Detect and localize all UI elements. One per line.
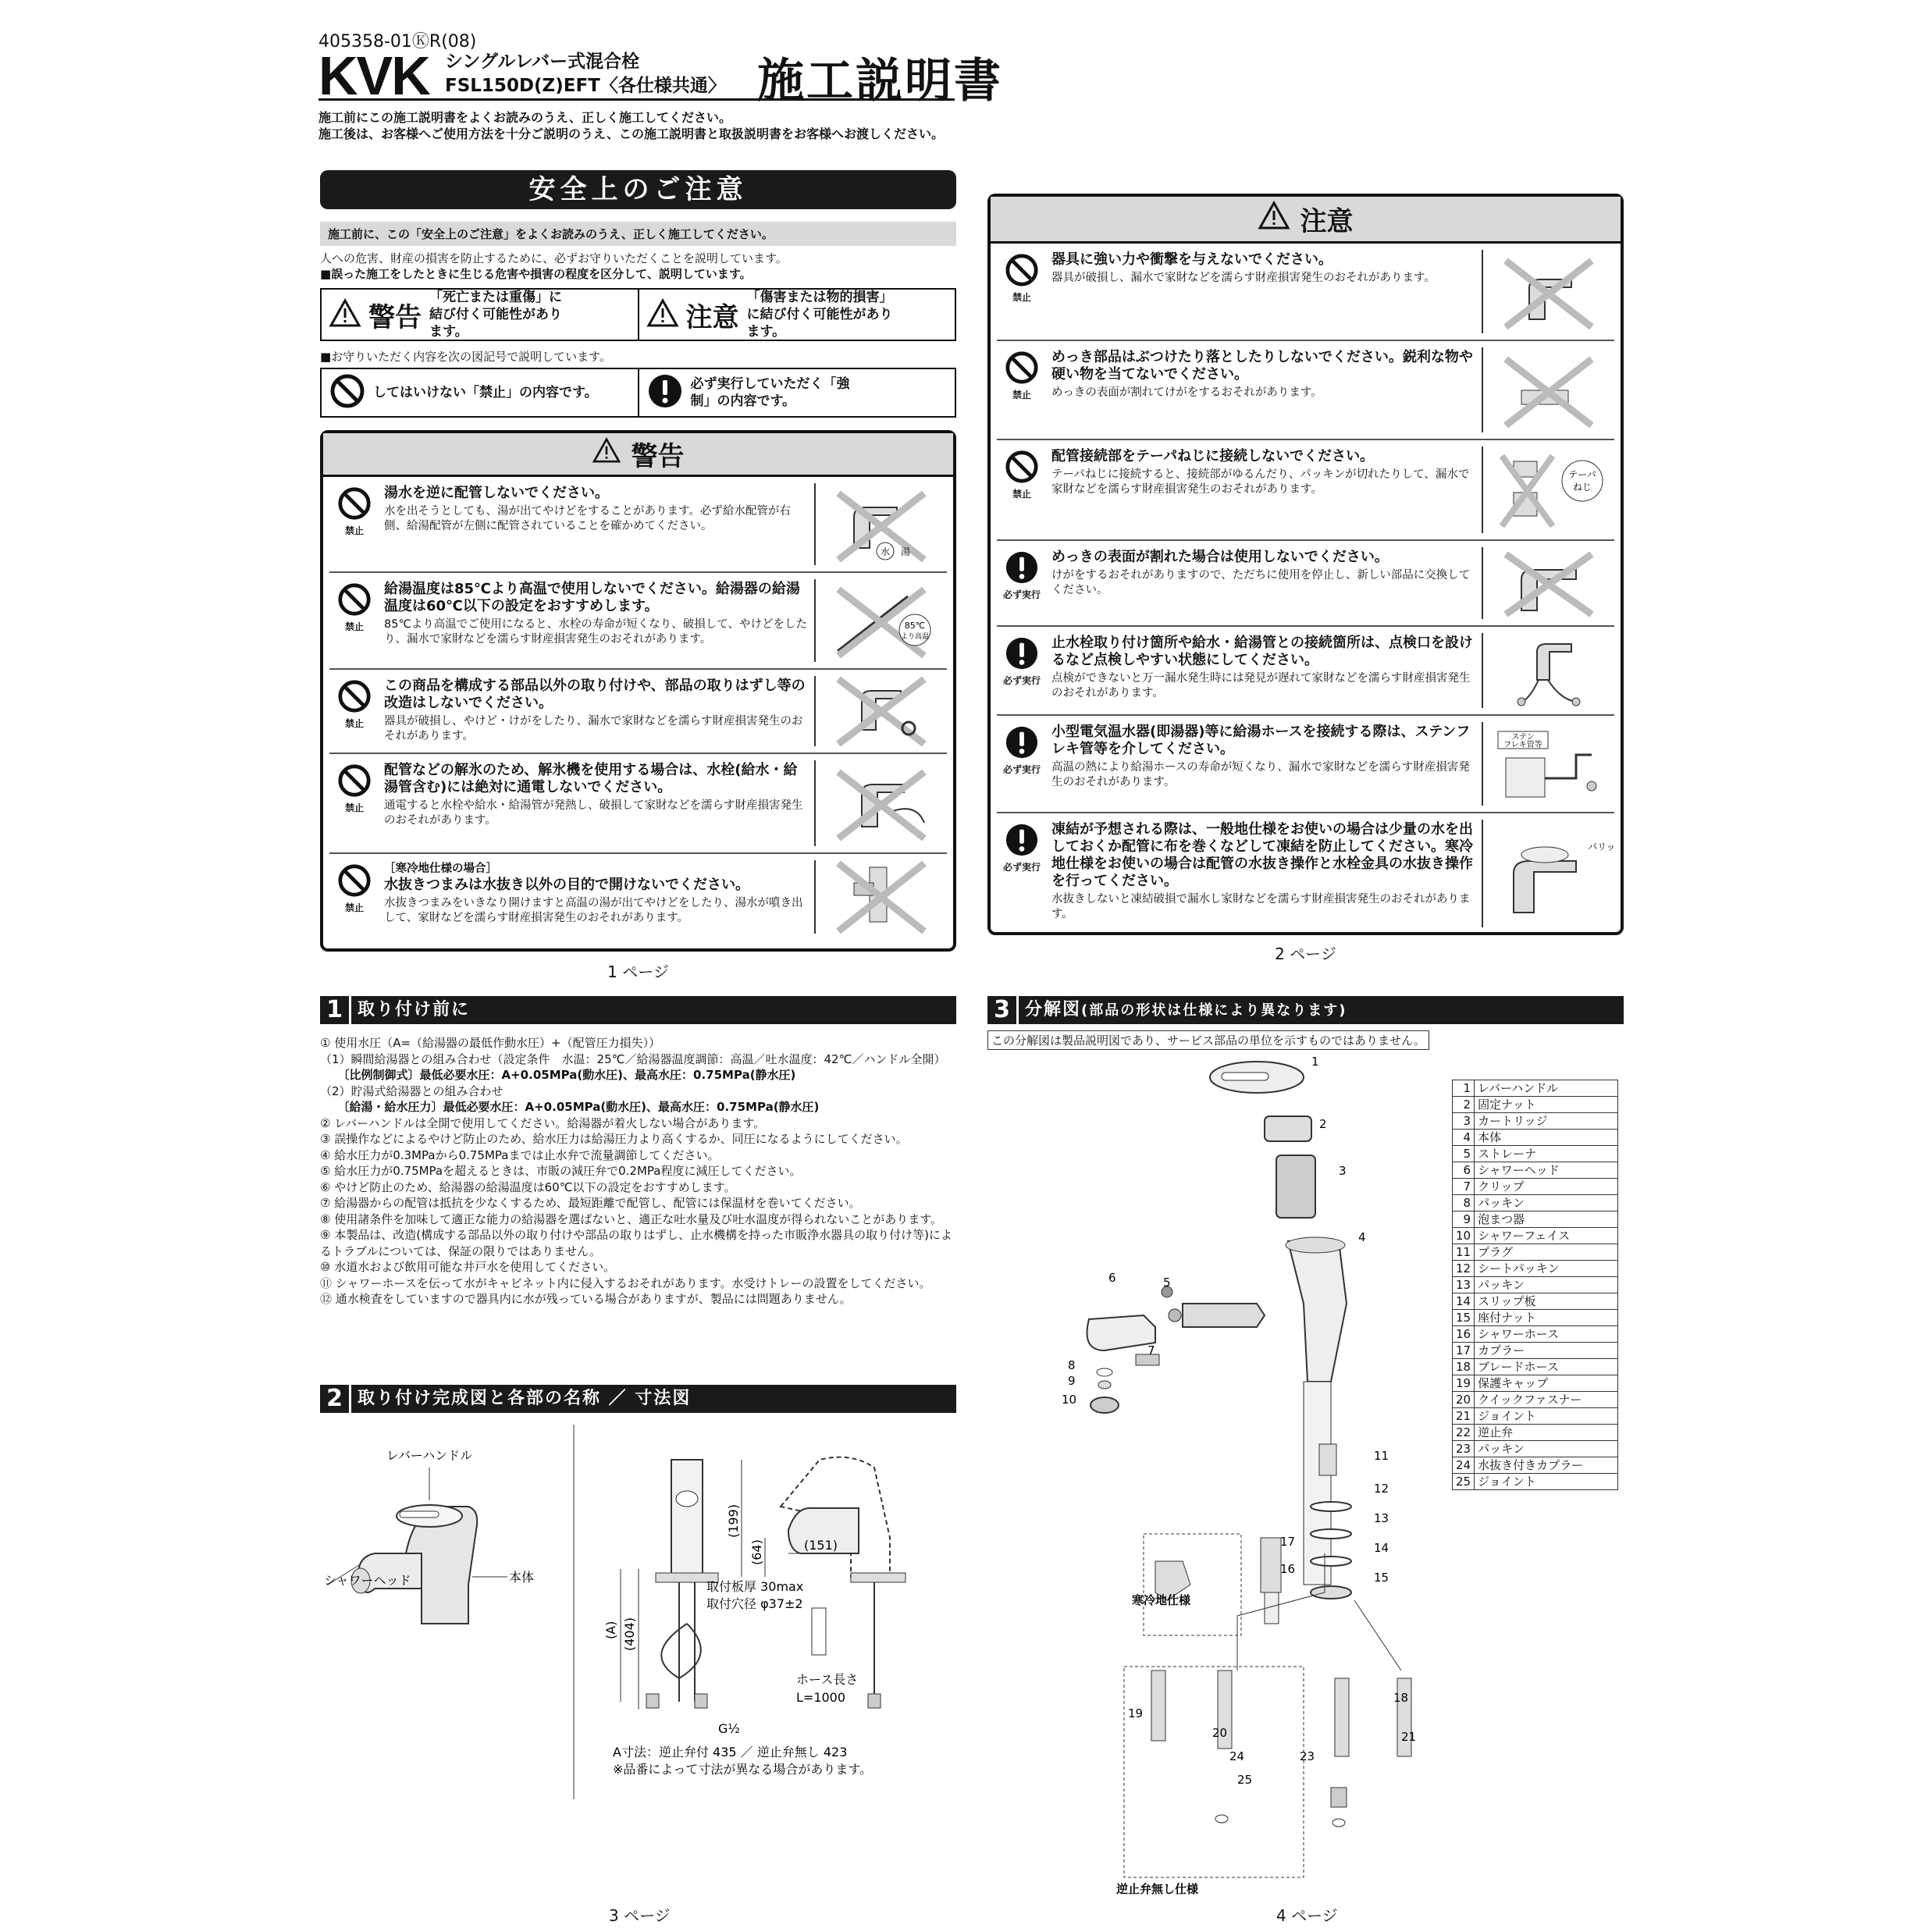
part-name: 保護キャップ: [1475, 1375, 1618, 1392]
part-name: ジョイント: [1475, 1474, 1618, 1490]
section-1-item: 〔給湯・給水圧力〕最低必要水圧：A+0.05MPa(動水圧)、最高水圧：0.75MPa(静水圧): [320, 1100, 820, 1114]
must-legend: [638, 369, 955, 416]
parts-row: [1453, 1097, 1618, 1113]
section-1-item: ③ 誤操作などによるやけど防止のため、給水圧力は給湯圧力より高くするか、同圧になるようにしてください。: [320, 1132, 908, 1146]
parts-row: [1453, 1113, 1618, 1130]
part-number: 2: [1453, 1097, 1475, 1113]
section-1-item: ⑨ 本製品は、改造(構成する部品以外の取り付けや部品の取りはずし、止水機構を持った市販浄水器具の取り付け等)によるトラブルについては、保証の限りではありません。: [320, 1228, 952, 1258]
svg-text:パリッ: パリッ: [1588, 841, 1616, 852]
prohibit-icon: 禁止: [329, 754, 379, 852]
dim-404: (404): [622, 1617, 637, 1651]
safety-grey-note: 施工前に、この「安全上のご注意」をよくお読みのうえ、正しく施工してください。: [320, 222, 956, 246]
caution-row-desc: 水抜きしないと凍結破損で漏水し家財などを濡らす財産損害発生のおそれがあります。: [1051, 893, 1471, 920]
part-number: 7: [1453, 1179, 1475, 1195]
caution-row-title: 配管接続部をテーパねじに接続しないでください。: [1051, 448, 1375, 464]
part-name: シャワーヘッド: [1475, 1162, 1618, 1179]
part-name: クイックファスナー: [1475, 1392, 1618, 1408]
section-3-title: 分解図: [1025, 1000, 1082, 1019]
part-name: カートリッジ: [1475, 1113, 1618, 1130]
caution-row-desc: めっきの表面が割れてけがをするおそれがあります。: [1051, 386, 1322, 399]
callout-number: 19: [1128, 1706, 1144, 1720]
callout-number: 17: [1280, 1535, 1296, 1549]
cold-region-label: 寒冷地仕様: [1132, 1593, 1191, 1607]
callout-number: 14: [1374, 1541, 1389, 1555]
part-number: 9: [1453, 1212, 1475, 1228]
dim-151: (151): [804, 1538, 838, 1553]
caution-row-title: めっき部品はぶつけたり落としたりしないでください。鋭利な物や硬い物を当てないでください。: [1051, 349, 1473, 382]
warning-row-2: [329, 573, 947, 670]
inspection-port-illustration: [1482, 633, 1614, 708]
callout-number: 12: [1374, 1482, 1389, 1496]
caution-row-7: [997, 813, 1614, 934]
parts-row: [1453, 1293, 1618, 1310]
caution-row-title: めっきの表面が割れた場合は使用しないでください。: [1051, 549, 1389, 565]
part-number: 13: [1453, 1277, 1475, 1293]
intro-line-2: 施工後は、お客様へご使用方法を十分ご説明のうえ、この施工説明書と取扱説明書をお客様へお渡しください。: [318, 126, 944, 141]
warning-panel: [320, 430, 956, 952]
dimension-note-2: ※品番によって寸法が異なる場合があります。: [613, 1762, 873, 1777]
svg-text:水: 水: [880, 546, 891, 557]
caution-row-desc: 器具が破損し、漏水で家財などを濡らす財産損害発生のおそれがあります。: [1051, 272, 1436, 284]
section-3-title-wrap: [1019, 996, 1624, 1024]
safety-line-1: 人への危害、財産の損害を防止するために、必ずお守りいただくことを説明しています。: [320, 251, 788, 265]
document-title: 施工説明書: [757, 54, 1003, 109]
part-name: 水抜き付きカプラー: [1475, 1457, 1618, 1474]
caution-panel-header: [991, 197, 1621, 244]
part-name: ストレーナ: [1475, 1146, 1618, 1162]
page-number-2: 2 ページ: [1275, 945, 1336, 963]
page-1: [320, 170, 956, 982]
section-1: [320, 996, 956, 1308]
exploded-callouts: [1062, 1055, 1416, 1787]
prohibit-icon: 禁止: [997, 440, 1047, 539]
warning-row-3: [329, 670, 947, 754]
part-name: 固定ナット: [1475, 1097, 1618, 1113]
exploded-view-note: この分解図は製品説明図であり、サービス部品の単位を示すものではありません。: [987, 1030, 1429, 1050]
prohibit-icon: 禁止: [329, 670, 379, 753]
part-number: 15: [1453, 1310, 1475, 1326]
warning-row-desc: 85℃より高温でご使用になると、水栓の寿命が短くなり、破損して、やけどをしたり、漏水で家財などを濡らす財産損害発生のおそれがあります。: [384, 618, 807, 646]
callout-number: 23: [1300, 1749, 1315, 1763]
warning-row-title: 水抜きつまみは水抜き以外の目的で開けないでください。: [384, 877, 749, 893]
section-1-item: ④ 給水圧力が0.3MPaから0.75MPaまでは止水弁で流量調節してください。: [320, 1147, 720, 1162]
parts-row: [1453, 1195, 1618, 1212]
callout-number: 11: [1374, 1449, 1389, 1463]
faucet-drawing: [351, 1505, 477, 1624]
parts-row: [1453, 1146, 1618, 1162]
prohibit-icon: 禁止: [329, 573, 379, 668]
section-2-number: 2: [320, 1385, 351, 1413]
section-1-item: ⑥ やけど防止のため、給湯器の給湯温度は60℃以下の設定をおすすめします。: [320, 1179, 736, 1194]
mount-hole: 取付穴径 φ37±2: [706, 1596, 803, 1611]
parts-row: [1453, 1228, 1618, 1244]
section-1-item: 〔比例制御式〕最低必要水圧：A+0.05MPa(動水圧)、最高水圧：0.75MPa(静水圧): [320, 1068, 796, 1082]
warning-row-title: 配管などの解氷のため、解氷機を使用する場合は、水栓(給水・給湯管含む)には絶対に通電しないでください。: [384, 762, 798, 795]
section-1-item: （2）貯湯式給湯器との組み合わせ: [320, 1083, 503, 1098]
callout-number: 7: [1147, 1343, 1155, 1357]
warning-row-pre: ［寒冷地仕様の場合］: [384, 863, 497, 875]
section-1-item: ⑧ 使用諸条件を加味して適正な能力の給湯器を選ばないと、適正な吐水量及び吐水温度が得られないことがあります。: [320, 1212, 943, 1226]
part-name: 泡まつ器: [1475, 1212, 1618, 1228]
taper-thread-illustration: [1482, 447, 1614, 533]
warning-triangle-icon: [329, 299, 361, 330]
callout-number: 18: [1393, 1691, 1409, 1705]
faucet-reversed-pipes-illustration: [814, 483, 947, 565]
intro-line-1: 施工前にこの施工説明書をよくお読みのうえ、正しく施工してください。: [318, 110, 731, 125]
parts-row: [1453, 1425, 1618, 1441]
prohibit-icon: 禁止: [329, 477, 379, 571]
warning-description: 「死亡または重傷」に結び付く可能性があります。: [429, 290, 562, 340]
warning-row-5: [329, 854, 947, 940]
dim-A: (A): [603, 1621, 618, 1639]
section-1-item: ⑦ 給湯器からの配管は抵抗を少なくするため、最短距離で配管し、配管には保温材を巻いてください。: [320, 1196, 861, 1210]
callout-number: 4: [1358, 1230, 1366, 1244]
part-name: シートパッキン: [1475, 1261, 1618, 1277]
caution-triangle-icon: [647, 299, 678, 330]
part-number: 14: [1453, 1293, 1475, 1310]
part-name: 本体: [1475, 1130, 1618, 1146]
warning-row-desc: 通電すると水栓や給水・給湯管が発熱し、破損して家財などを濡らす財産損害発生のおそれがあります。: [384, 799, 803, 827]
part-name: 逆止弁: [1475, 1425, 1618, 1441]
part-name: ブレードホース: [1475, 1359, 1618, 1375]
document-code: 405358-01ⓀR(08): [318, 32, 477, 52]
thaw-machine-illustration: [814, 760, 947, 846]
part-number: 4: [1453, 1130, 1475, 1146]
hot-pipe-illustration: [814, 579, 947, 662]
caution-row-6: [997, 716, 1614, 813]
product-line-2: FSL150D(Z)EFT〈各仕様共通〉: [445, 76, 726, 96]
caution-row-title: 小型電気温水器(即湯器)等に給湯ホースを接続する際は、ステンフレキ管等を介してください。: [1051, 724, 1471, 757]
caution-row-desc: けがをするおそれがありますので、ただちに使用を停止し、新しい部品に交換してください。: [1051, 569, 1471, 596]
section-1-header: [320, 996, 956, 1024]
warning-word: 警告: [368, 301, 422, 333]
callout-number: 16: [1280, 1562, 1296, 1576]
prohibit-legend: [322, 369, 638, 416]
section-2: [320, 1385, 956, 1413]
part-number: 18: [1453, 1359, 1475, 1375]
warning-triangle-icon: [592, 438, 621, 470]
part-number: 3: [1453, 1113, 1475, 1130]
caution-row-1: [997, 244, 1614, 341]
exploded-parts: [1087, 1062, 1412, 1877]
section-2-title: 取り付け完成図と各部の名称 ／ 寸法図: [351, 1385, 956, 1413]
must-description: 必ず実行していただく「強制」の内容です。: [690, 376, 850, 409]
part-number: 23: [1453, 1441, 1475, 1457]
warning-row-title: 給湯温度は85℃より高温で使用しないでください。給湯器の給湯温度は60℃以下の設定をおすすめします。: [384, 581, 800, 614]
parts-row: [1453, 1130, 1618, 1146]
part-number: 22: [1453, 1425, 1475, 1441]
part-number: 16: [1453, 1326, 1475, 1343]
safety-banner: 安全上のご注意: [320, 170, 956, 209]
part-name: シャワーホース: [1475, 1326, 1618, 1343]
label-lever-handle: レバーハンドル: [386, 1448, 473, 1463]
warning-row-1: [329, 477, 947, 573]
svg-text:テーパ: テーパ: [1568, 468, 1596, 480]
parts-row: [1453, 1457, 1618, 1474]
section-1-item: ⑩ 水道水および飲用可能な井戸水を使用してください。: [320, 1260, 616, 1274]
section-1-item: ⑫ 通水検査をしていますので器具内に水が残っている場合がありますが、製品には問題ありません。: [320, 1292, 852, 1306]
caution-word: 注意: [685, 301, 739, 333]
part-number: 6: [1453, 1162, 1475, 1179]
parts-row: [1453, 1441, 1618, 1457]
warning-row-desc: 器具が破損し、やけど・けがをしたり、漏水で家財などを濡らす財産損害発生のおそれがあります。: [384, 715, 803, 742]
caution-row-title: 凍結が予想される際は、一般地仕様をお使いの場合は少量の水を出しておくか配管に布を巻くなどして凍結を防止してください。寒冷地仕様をお使いの場合は配管の水抜き操作と水栓金具の水抜き操作を行ってください。: [1051, 821, 1473, 889]
parts-row: [1453, 1179, 1618, 1195]
section-1-item: ② レバーハンドルは全開で使用してください。給湯器が着火しない場合があります。: [320, 1115, 766, 1130]
callout-number: 2: [1319, 1117, 1327, 1131]
plate-thickness: 取付板厚 30max: [706, 1579, 804, 1594]
warning-row-desc: 水抜きつまみをいきなり開けますと高温の湯が出てやけどをしたり、湯水が噴き出して、家財などを濡らす財産損害発生のおそれがあります。: [384, 897, 803, 924]
mandatory-icon: 必ず実行: [997, 627, 1047, 714]
section-3-number: 3: [987, 996, 1019, 1024]
part-name: カプラー: [1475, 1343, 1618, 1359]
severity-legend: [320, 288, 956, 341]
prohibit-icon: [329, 373, 365, 412]
freeze-illustration: [1482, 820, 1614, 927]
caution-row-3: [997, 440, 1614, 541]
product-name: [445, 50, 726, 98]
caution-row-desc: テーパねじに接続すると、接続部がゆるんだり、パッキンが切れたりして、漏水で家財などを濡らす財産損害発生のおそれがあります。: [1051, 468, 1470, 496]
mandatory-icon: [647, 373, 683, 412]
section-1-list: [320, 1035, 956, 1308]
parts-row: [1453, 1326, 1618, 1343]
prohibit-description: してはいけない「禁止」の内容です。: [373, 385, 598, 400]
intro-text: [318, 109, 944, 142]
mandatory-icon: 必ず実行: [997, 716, 1047, 812]
part-name: クリップ: [1475, 1179, 1618, 1195]
label-body: 本体: [509, 1570, 535, 1585]
thread-size: G½: [718, 1721, 740, 1736]
section-3-header: [987, 996, 1624, 1024]
caution-description: 「傷害または物的損害」に結び付く可能性があります。: [746, 290, 893, 340]
parts-list-table: [1452, 1080, 1618, 1490]
caution-legend: [638, 290, 955, 340]
warning-legend: [322, 290, 638, 340]
part-number: 19: [1453, 1375, 1475, 1392]
caution-row-desc: 高温の熱により給湯ホースの寿命が短くなり、漏水で家財などを濡らす財産損害発生のおそれがあります。: [1051, 761, 1470, 788]
modification-illustration: [814, 676, 947, 746]
caution-row-title: 器具に強い力や衝撃を与えないでください。: [1051, 251, 1332, 268]
parts-row: [1453, 1080, 1618, 1097]
product-line-1: シングルレバー式混合栓: [445, 52, 640, 72]
caution-panel-title: 注意: [1300, 206, 1354, 237]
part-name: レバーハンドル: [1475, 1080, 1618, 1097]
caution-row-5: [997, 627, 1614, 716]
plating-damage-illustration: [1482, 347, 1614, 432]
part-name: プラグ: [1475, 1244, 1618, 1261]
warning-row-title: この商品を構成する部品以外の取り付けや、部品の取りはずし等の改造はしないでください。: [384, 678, 806, 711]
svg-text:湯: 湯: [900, 546, 911, 557]
caution-triangle-icon: [1258, 201, 1290, 237]
svg-text:ステン: ステン: [1511, 732, 1535, 742]
parts-row: [1453, 1244, 1618, 1261]
no-check-valve-label: 逆止弁無し仕様: [1116, 1882, 1199, 1896]
parts-row: [1453, 1375, 1618, 1392]
parts-row: [1453, 1408, 1618, 1425]
part-number: 24: [1453, 1457, 1475, 1474]
part-name: ジョイント: [1475, 1408, 1618, 1425]
safety-line-3: ■お守りいただく内容を次の図記号で説明しています。: [320, 350, 611, 364]
section-1-title: 取り付け前に: [351, 996, 956, 1024]
svg-text:85℃: 85℃: [904, 621, 926, 631]
part-name: パッキン: [1475, 1195, 1618, 1212]
part-number: 17: [1453, 1343, 1475, 1359]
dim-64: (64): [749, 1539, 764, 1565]
parts-row: [1453, 1277, 1618, 1293]
symbol-legend: [320, 368, 956, 418]
callout-number: 15: [1374, 1571, 1389, 1585]
part-number: 8: [1453, 1195, 1475, 1212]
callout-number: 10: [1062, 1393, 1077, 1407]
caution-row-4: [997, 541, 1614, 627]
callout-number: 8: [1068, 1358, 1076, 1372]
section-3: [987, 996, 1624, 1050]
section-1-item: （1）瞬間給湯器との組み合わせ（設定条件 水温：25℃／給湯器温度調節：高温／吐水温度：42℃／ハンドル全開）: [320, 1051, 946, 1066]
callout-number: 13: [1374, 1511, 1389, 1525]
parts-row: [1453, 1343, 1618, 1359]
part-number: 25: [1453, 1474, 1475, 1490]
section-1-number: 1: [320, 996, 351, 1024]
part-number: 1: [1453, 1080, 1475, 1097]
page-number-3: 3 ページ: [609, 1906, 671, 1925]
parts-row: [1453, 1310, 1618, 1326]
mandatory-icon: 必ず実行: [997, 541, 1047, 625]
caution-panel: [987, 194, 1624, 935]
callout-number: 9: [1068, 1374, 1076, 1388]
part-name: パッキン: [1475, 1277, 1618, 1293]
part-name: 座付ナット: [1475, 1310, 1618, 1326]
section-1-item: ① 使用水圧（A=（給湯器の最低作動水圧）+（配管圧力損失））: [320, 1036, 661, 1050]
dimension-note-1: A寸法：逆止弁付 435 ／ 逆止弁無し 423: [613, 1745, 848, 1759]
dim-199: (199): [726, 1503, 741, 1538]
parts-row: [1453, 1474, 1618, 1490]
drain-knob-illustration: [814, 860, 947, 934]
svg-text:より高温: より高温: [900, 633, 930, 641]
exploded-view-diagram: [987, 1054, 1448, 1905]
part-number: 5: [1453, 1146, 1475, 1162]
part-number: 10: [1453, 1228, 1475, 1244]
part-name: パッキン: [1475, 1441, 1618, 1457]
part-name: スリップ板: [1475, 1293, 1618, 1310]
header-rule: [318, 98, 955, 101]
parts-row: [1453, 1162, 1618, 1179]
warning-panel-header: [323, 433, 953, 477]
warning-row-desc: 水を出そうとしても、湯が出てやけどをすることがあります。必ず給水配管が右側、給湯配管が左側に配管されていることを確かめてください。: [384, 505, 791, 532]
parts-row: [1453, 1212, 1618, 1228]
page-2: [987, 194, 1624, 964]
mandatory-icon: 必ず実行: [997, 813, 1047, 934]
prohibit-icon: 禁止: [997, 341, 1047, 439]
prohibit-icon: 禁止: [329, 854, 379, 940]
warning-row-4: [329, 754, 947, 854]
section-1-item: ⑤ 給水圧力が0.75MPaを超えるときは、市販の減圧弁で0.2MPa程度に減圧してください。: [320, 1164, 802, 1178]
installation-dimension-diagram: [312, 1421, 960, 1803]
callout-number: 1: [1311, 1055, 1319, 1069]
water-heater-illustration: [1482, 722, 1614, 806]
callout-number: 3: [1339, 1164, 1347, 1178]
parts-row: [1453, 1359, 1618, 1375]
parts-row: [1453, 1392, 1618, 1408]
part-number: 12: [1453, 1261, 1475, 1277]
hose-length-label: ホース長さ: [796, 1672, 859, 1687]
part-number: 20: [1453, 1392, 1475, 1408]
impact-illustration: [1482, 250, 1614, 333]
caution-row-title: 止水栓取り付け箇所や給水・給湯管との接続箇所は、点検口を設けるなど点検しやすい状態にしてください。: [1051, 635, 1473, 668]
warning-panel-title: 警告: [631, 441, 685, 472]
part-number: 11: [1453, 1244, 1475, 1261]
section-2-header: [320, 1385, 956, 1413]
page-number-4: 4 ページ: [1276, 1906, 1338, 1925]
svg-text:ねじ: ねじ: [1572, 481, 1592, 493]
cracked-plating-illustration: [1482, 547, 1614, 619]
caution-row-desc: 点検ができないと万一漏水発生時には発見が遅れて家財などを濡らす財産損害発生のおそれがあります。: [1051, 672, 1471, 699]
brand-logo: KVK: [318, 45, 429, 106]
callout-number: 6: [1108, 1271, 1116, 1285]
callout-number: 20: [1212, 1726, 1228, 1740]
svg-text:フレキ管等: フレキ管等: [1503, 740, 1542, 749]
callout-number: 24: [1229, 1749, 1245, 1763]
caution-row-2: [997, 341, 1614, 440]
prohibit-icon: 禁止: [997, 244, 1047, 340]
callout-number: 21: [1401, 1730, 1417, 1744]
label-shower-head: シャワーヘッド: [324, 1573, 411, 1588]
parts-row: [1453, 1261, 1618, 1277]
part-number: 21: [1453, 1408, 1475, 1425]
section-3-subtitle: (部品の形状は仕様により異なります): [1081, 1002, 1347, 1019]
part-name: シャワーフェイス: [1475, 1228, 1618, 1244]
section-1-item: ⑪ シャワーホースを伝って水がキャビネット内に侵入するおそれがあります。水受けトレーの設置をしてください。: [320, 1276, 931, 1290]
safety-line-2: ■誤った施工をしたときに生じる危害や損害の程度を区分して、説明しています。: [320, 267, 752, 281]
page-number-1: 1 ページ: [607, 962, 669, 981]
callout-number: 25: [1237, 1773, 1253, 1787]
warning-row-title: 湯水を逆に配管しないでください。: [384, 485, 609, 501]
hose-length-value: L=1000: [796, 1690, 846, 1705]
callout-number: 5: [1163, 1276, 1171, 1290]
